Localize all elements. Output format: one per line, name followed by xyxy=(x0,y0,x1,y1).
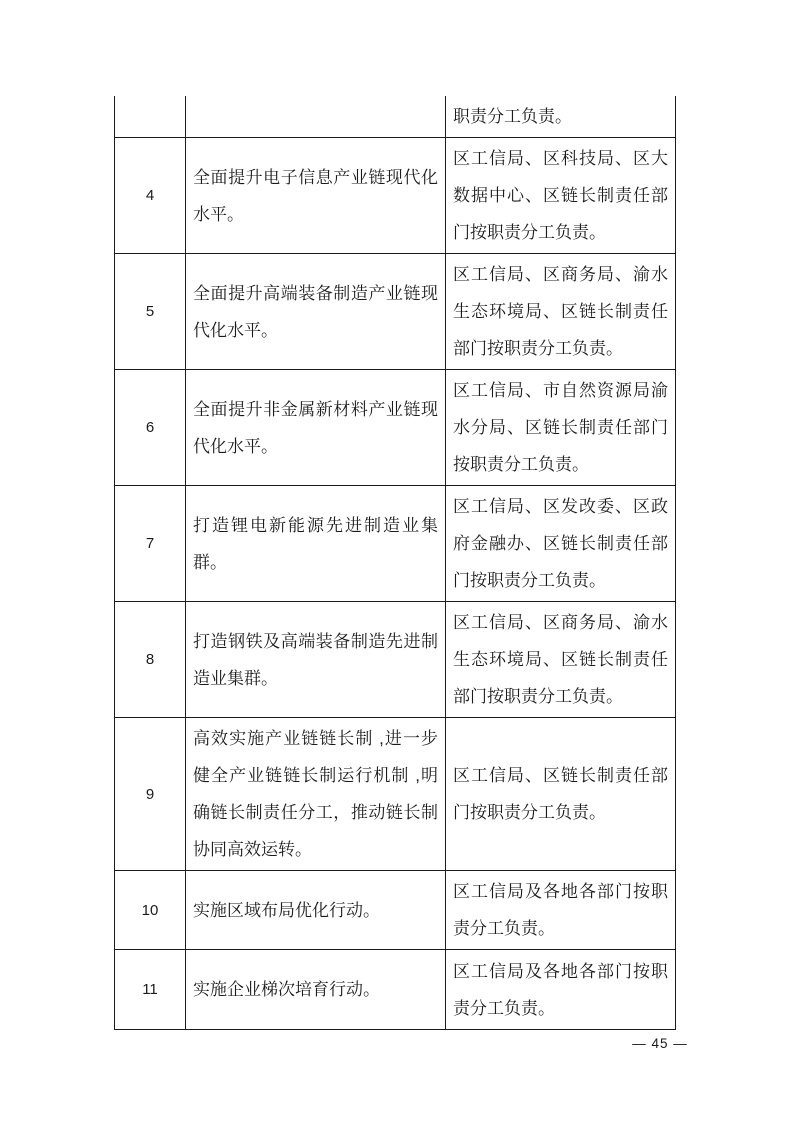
task-cell: 实施企业梯次培育行动。 xyxy=(186,950,446,1030)
table-row xyxy=(115,96,676,138)
responsibility-cell: 区工信局、区商务局、渝水生态环境局、区链长制责任部门按职责分工负责。 xyxy=(446,254,676,370)
responsibility-cell: 区工信局、区发改委、区政府金融办、区链长制责任部门按职责分工负责。 xyxy=(446,486,676,602)
row-number-cell: 4 xyxy=(115,138,186,254)
task-responsibility-table xyxy=(114,96,676,1030)
responsibility-cell: 职责分工负责。 xyxy=(446,96,676,138)
task-cell: 实施区域布局优化行动。 xyxy=(186,871,446,950)
table-row xyxy=(115,138,676,254)
task-cell xyxy=(186,96,446,138)
row-number-cell: 8 xyxy=(115,602,186,718)
row-number-cell: 6 xyxy=(115,370,186,486)
row-number-cell: 11 xyxy=(115,950,186,1030)
table-row xyxy=(115,370,676,486)
table-row xyxy=(115,602,676,718)
responsibility-cell: 区工信局、区链长制责任部门按职责分工负责。 xyxy=(446,718,676,871)
table-row xyxy=(115,950,676,1030)
task-cell: 打造锂电新能源先进制造业集群。 xyxy=(186,486,446,602)
row-number-cell xyxy=(115,96,186,138)
row-number-cell: 10 xyxy=(115,871,186,950)
task-cell: 全面提升非金属新材料产业链现代化水平。 xyxy=(186,370,446,486)
task-cell: 全面提升电子信息产业链现代化水平。 xyxy=(186,138,446,254)
task-cell: 全面提升高端装备制造产业链现代化水平。 xyxy=(186,254,446,370)
page-number: — 45 — xyxy=(632,1036,688,1051)
table-row xyxy=(115,486,676,602)
responsibility-cell: 区工信局、区商务局、渝水生态环境局、区链长制责任部门按职责分工负责。 xyxy=(446,602,676,718)
table-row xyxy=(115,718,676,871)
responsibility-cell: 区工信局、区科技局、区大数据中心、区链长制责任部门按职责分工负责。 xyxy=(446,138,676,254)
row-number-cell: 5 xyxy=(115,254,186,370)
task-cell: 高效实施产业链链长制 ,进一步健全产业链链长制运行机制 ,明确链长制责任分工，推动链长制协同高效运转。 xyxy=(186,718,446,871)
table-row xyxy=(115,871,676,950)
row-number-cell: 9 xyxy=(115,718,186,871)
task-cell: 打造钢铁及高端装备制造先进制造业集群。 xyxy=(186,602,446,718)
responsibility-cell: 区工信局及各地各部门按职责分工负责。 xyxy=(446,871,676,950)
row-number-cell: 7 xyxy=(115,486,186,602)
table-row xyxy=(115,254,676,370)
responsibility-cell: 区工信局及各地各部门按职责分工负责。 xyxy=(446,950,676,1030)
responsibility-cell: 区工信局、市自然资源局渝水分局、区链长制责任部门按职责分工负责。 xyxy=(446,370,676,486)
